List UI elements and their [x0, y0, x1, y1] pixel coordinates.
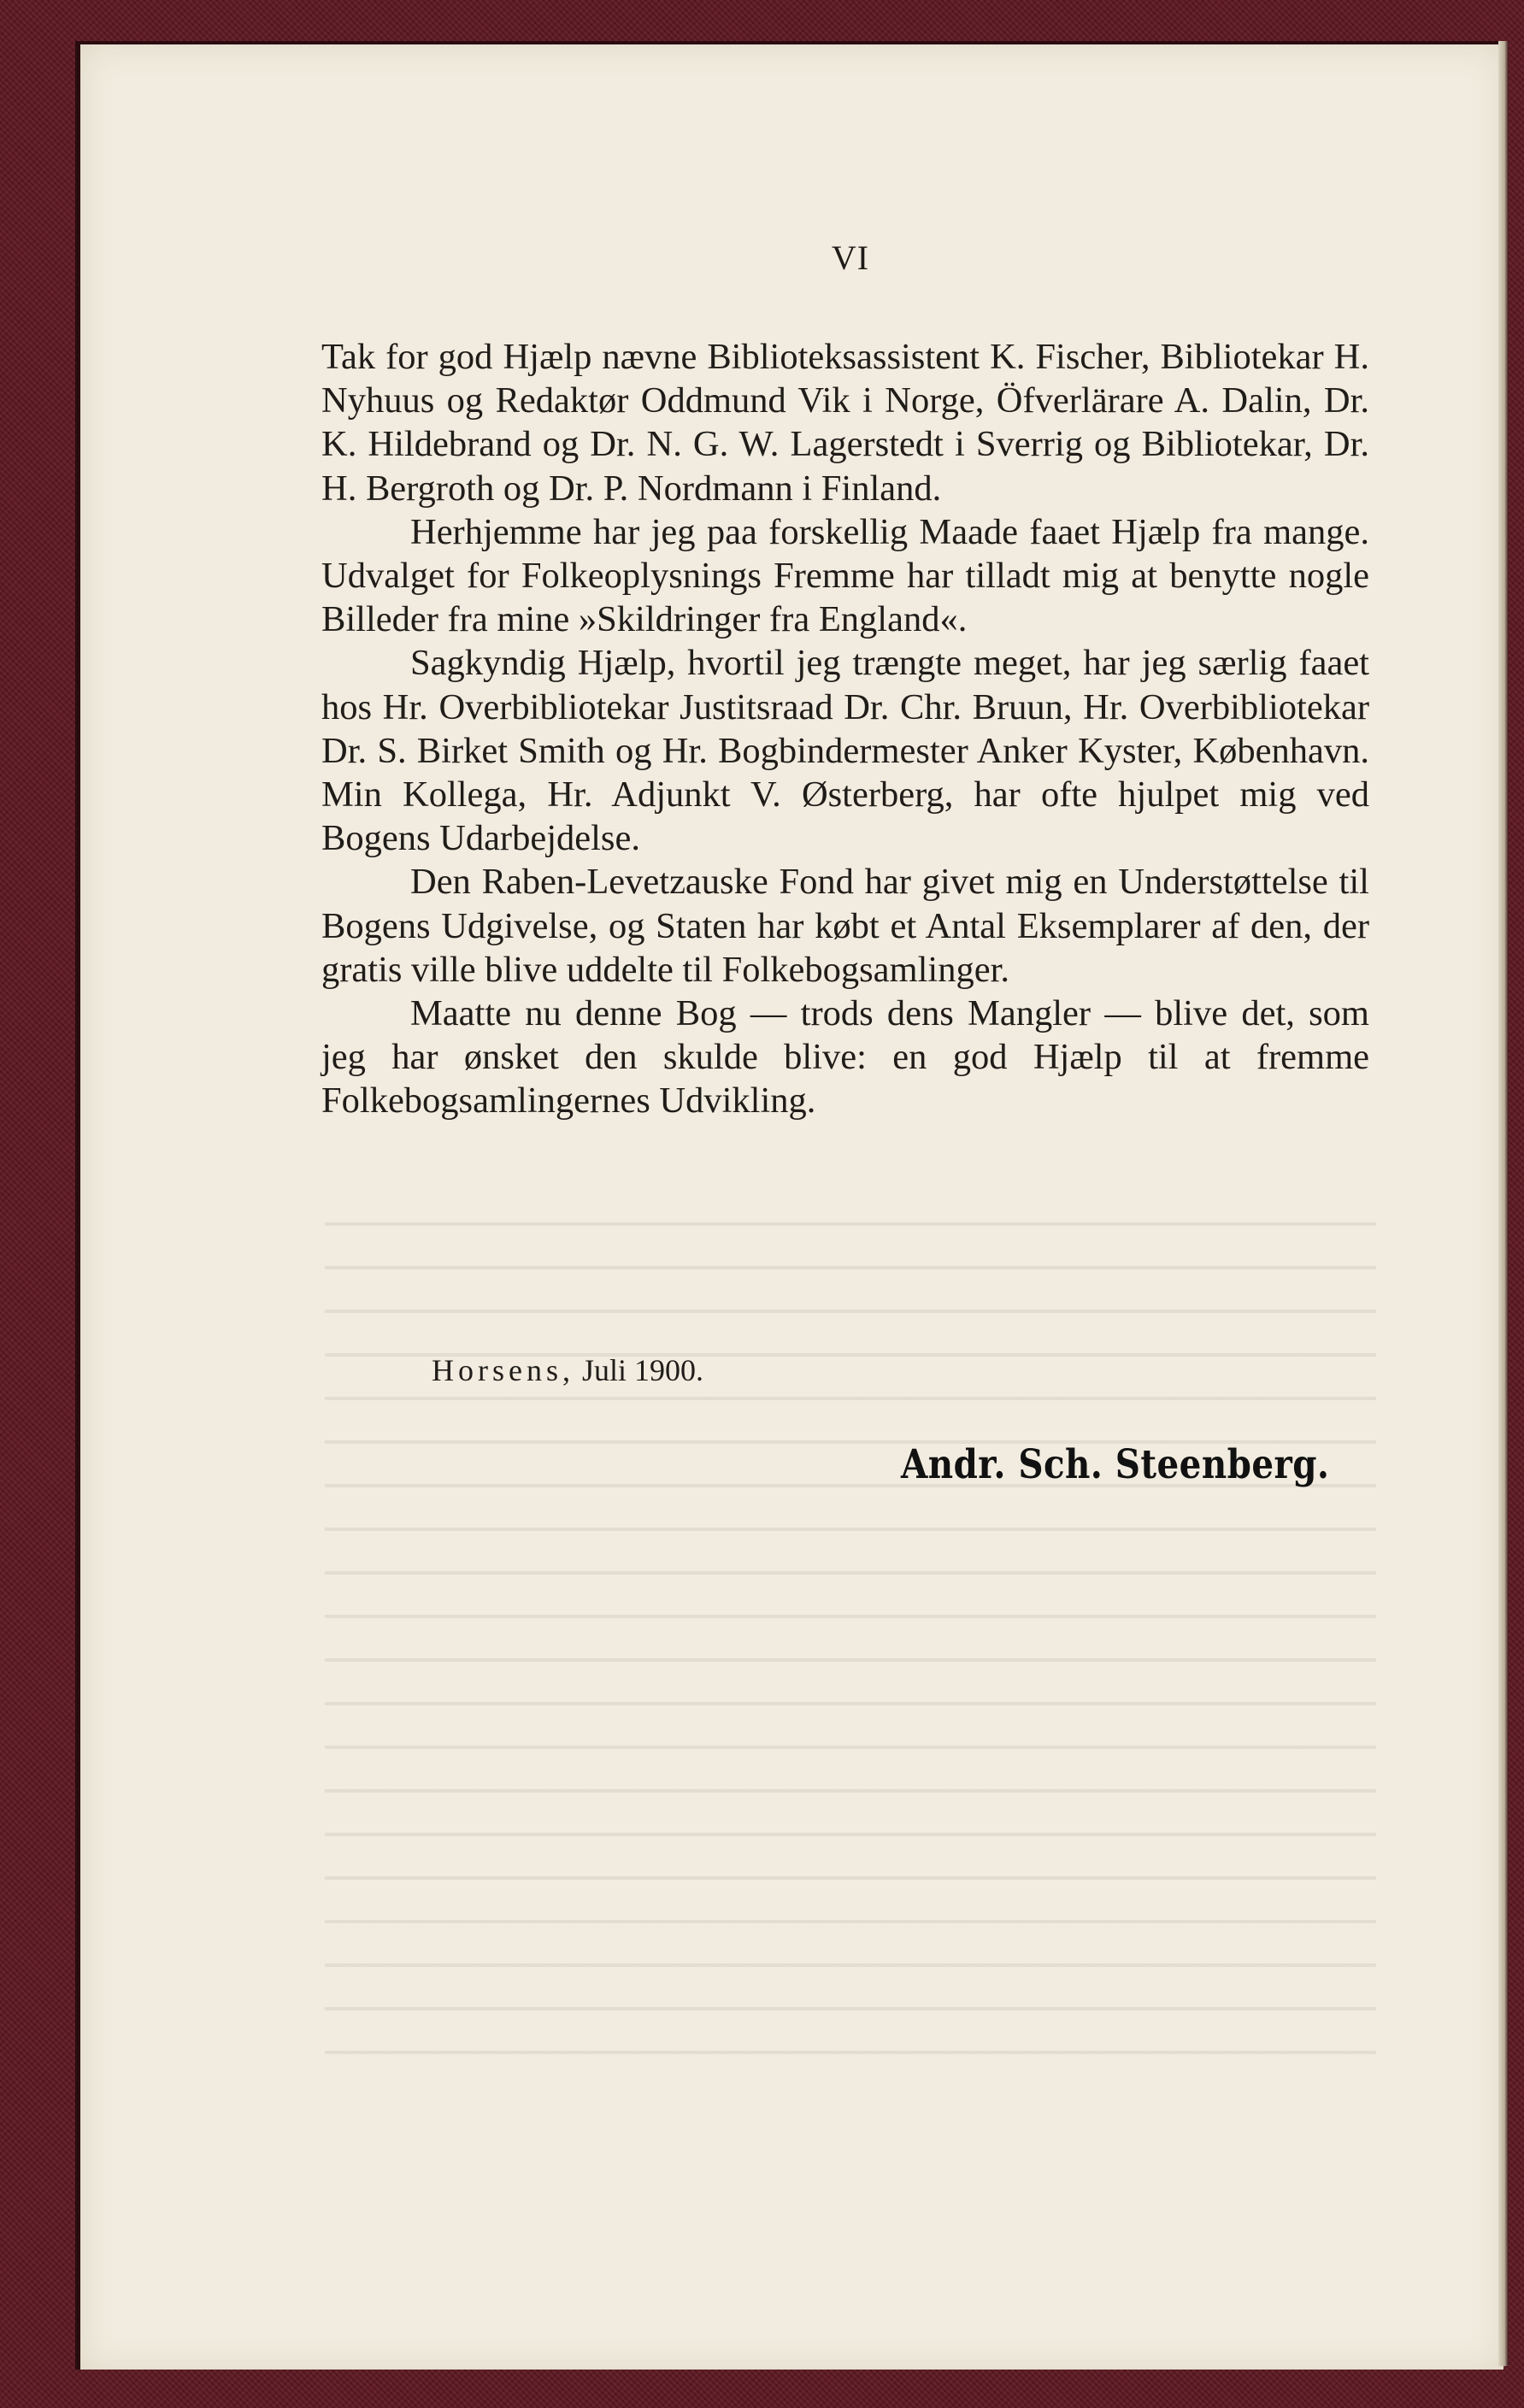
paragraph-acknowledgements-home: Herhjemme har jeg paa forskellig Maade faaet Hjælp fra mange. Udvalget for Folkeoplysnings Fremme har tilladt mig at benytte nogle Billeder fra mine »Skildringer fra England«.: [321, 511, 1369, 640]
page-edge: [1498, 41, 1509, 2366]
paragraph-closing-wish: Maatte nu denne Bog — trods dens Mangler — blive det, som jeg har ønsket den skulde blive: en god Hjælp til at fremme Folkebogsamlingernes Udvikling.: [321, 993, 1369, 1122]
place: Horsens,: [432, 1353, 574, 1387]
paragraph-acknowledgements-abroad: Tak for god Hjælp nævne Biblioteksassistent K. Fischer, Bibliotekar H. Nyhuus og Redaktør Oddmund Vik i Norge, Öfverlärare A. Dalin, Dr. K. Hildebrand og Dr. N. G. W. Lagerstedt i Sverrig og Bibliotekar, Dr. H. Bergroth og Dr. P. Nordmann i Finland.: [321, 337, 1369, 509]
author-signature: Andr. Sch. Steenberg.: [901, 1441, 1330, 1488]
date: Juli 1900.: [581, 1353, 703, 1387]
body-text: [321, 335, 1369, 1123]
paragraph-funding: Den Raben-Levetzauske Fond har givet mig en Understøttelse til Bogens Udgivelse, og Staten har købt et Antal Eksemplarer af den, der gratis ville blive uddelte til Folkebogsamlinger.: [321, 862, 1369, 990]
page-number: VI: [831, 238, 870, 277]
show-through-text: [325, 1197, 1376, 2069]
paragraph-expert-help: Sagkyndig Hjælp, hvortil jeg trængte meget, har jeg særlig faaet hos Hr. Overbibliotekar Justitsraad Dr. Chr. Bruun, Hr. Overbibliotekar Dr. S. Birket Smith og Hr. Bogbindermester Anker Kyster, København. Min Kollega, Hr. Adjunkt V. Østerberg, har ofte hjulpet mig ved Bogens Udarbejdelse.: [321, 643, 1369, 859]
place-and-date: [432, 1352, 703, 1388]
